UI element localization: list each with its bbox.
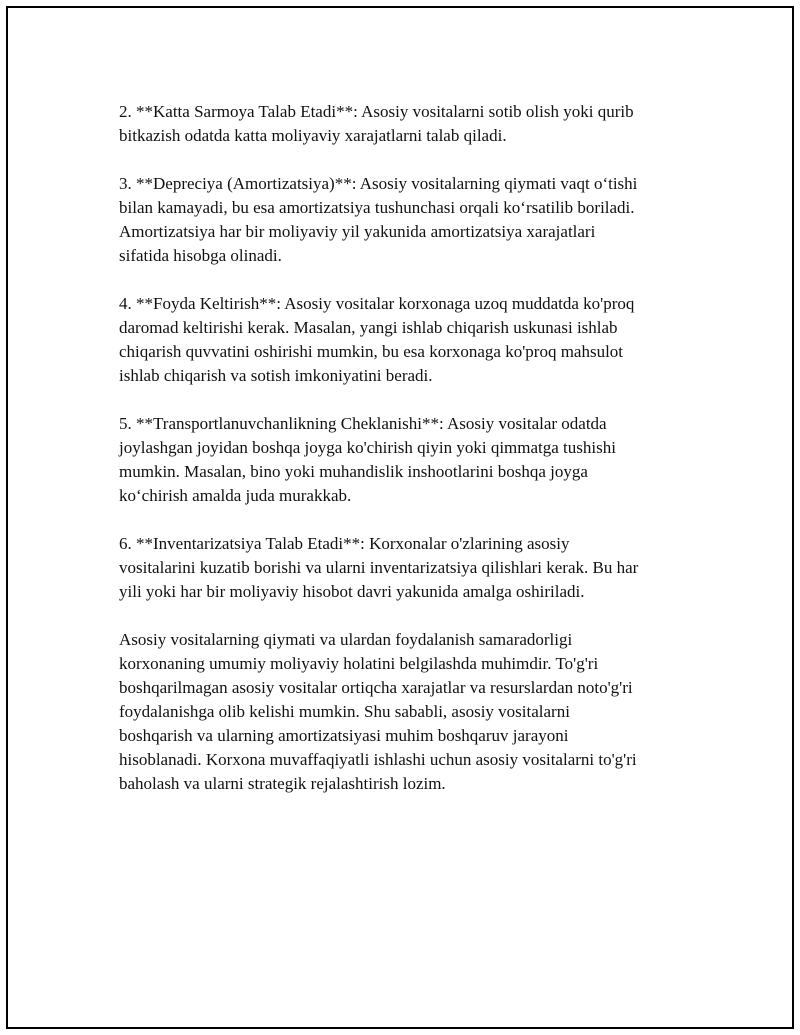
paragraph-large-investment: 2. **Katta Sarmoya Talab Etadi**: Asosiy vositalarni sotib olish yoki qurib bitkazish odatda katta moliyaviy xarajatlarni talab qiladi. [119, 102, 634, 145]
document-body [119, 100, 691, 820]
paragraph-transport-limitation: 5. **Transportlanuvchanlikning Cheklanishi**: Asosiy vositalar odatda joylashgan joyidan boshqa joyga ko'chirish qiyin yoki qimmatga tushishi mumkin. Masalan, bino yoki muhandislik inshootlarini boshqa joyga ko‘chirish amalda juda murakkab. [119, 414, 616, 505]
page-frame [6, 6, 794, 1029]
paragraph-conclusion: Asosiy vositalarning qiymati va ulardan foydalanish samaradorligi korxonaning umumiy moliyaviy holatini belgilashda muhimdir. To'g'ri boshqarilmagan asosiy vositalar ortiqcha xarajatlar va resurslardan noto'g'ri foydalanishga olib kelishi mumkin. Shu sababli, asosiy vositalarni boshqarish va ularning amortizatsiyasi muhim boshqaruv jarayoni hisoblanadi. Korxona muvaffaqiyatli ishlashi uchun asosiy vositalarni to'g'ri baholash va ularni strategik rejalashtirish lozim. [119, 630, 637, 793]
paragraph-profit-generation: 4. **Foyda Keltirish**: Asosiy vositalar korxonaga uzoq muddatda ko'proq daromad keltirishi kerak. Masalan, yangi ishlab chiqarish uskunasi ishlab chiqarish quvvatini oshirishi mumkin, bu esa korxonaga ko'proq mahsulot ishlab chiqarish va sotish imkoniyatini beradi. [119, 294, 635, 385]
paragraph-depreciation: 3. **Depreciya (Amortizatsiya)**: Asosiy vositalarning qiymati vaqt o‘tishi bilan kamayadi, bu esa amortizatsiya tushunchasi orqali ko‘rsatilib boriladi. Amortizatsiya har bir moliyaviy yil yakunida amortizatsiya xarajatlari sifatida hisobga olinadi. [119, 174, 638, 265]
paragraph-inventory-required: 6. **Inventarizatsiya Talab Etadi**: Korxonalar o'zlarining asosiy vositalarini kuzatib borishi va ularni inventarizatsiya qilishlari kerak. Bu har yili yoki har bir moliyaviy hisobot davri yakunida amalga oshiriladi. [119, 534, 639, 601]
